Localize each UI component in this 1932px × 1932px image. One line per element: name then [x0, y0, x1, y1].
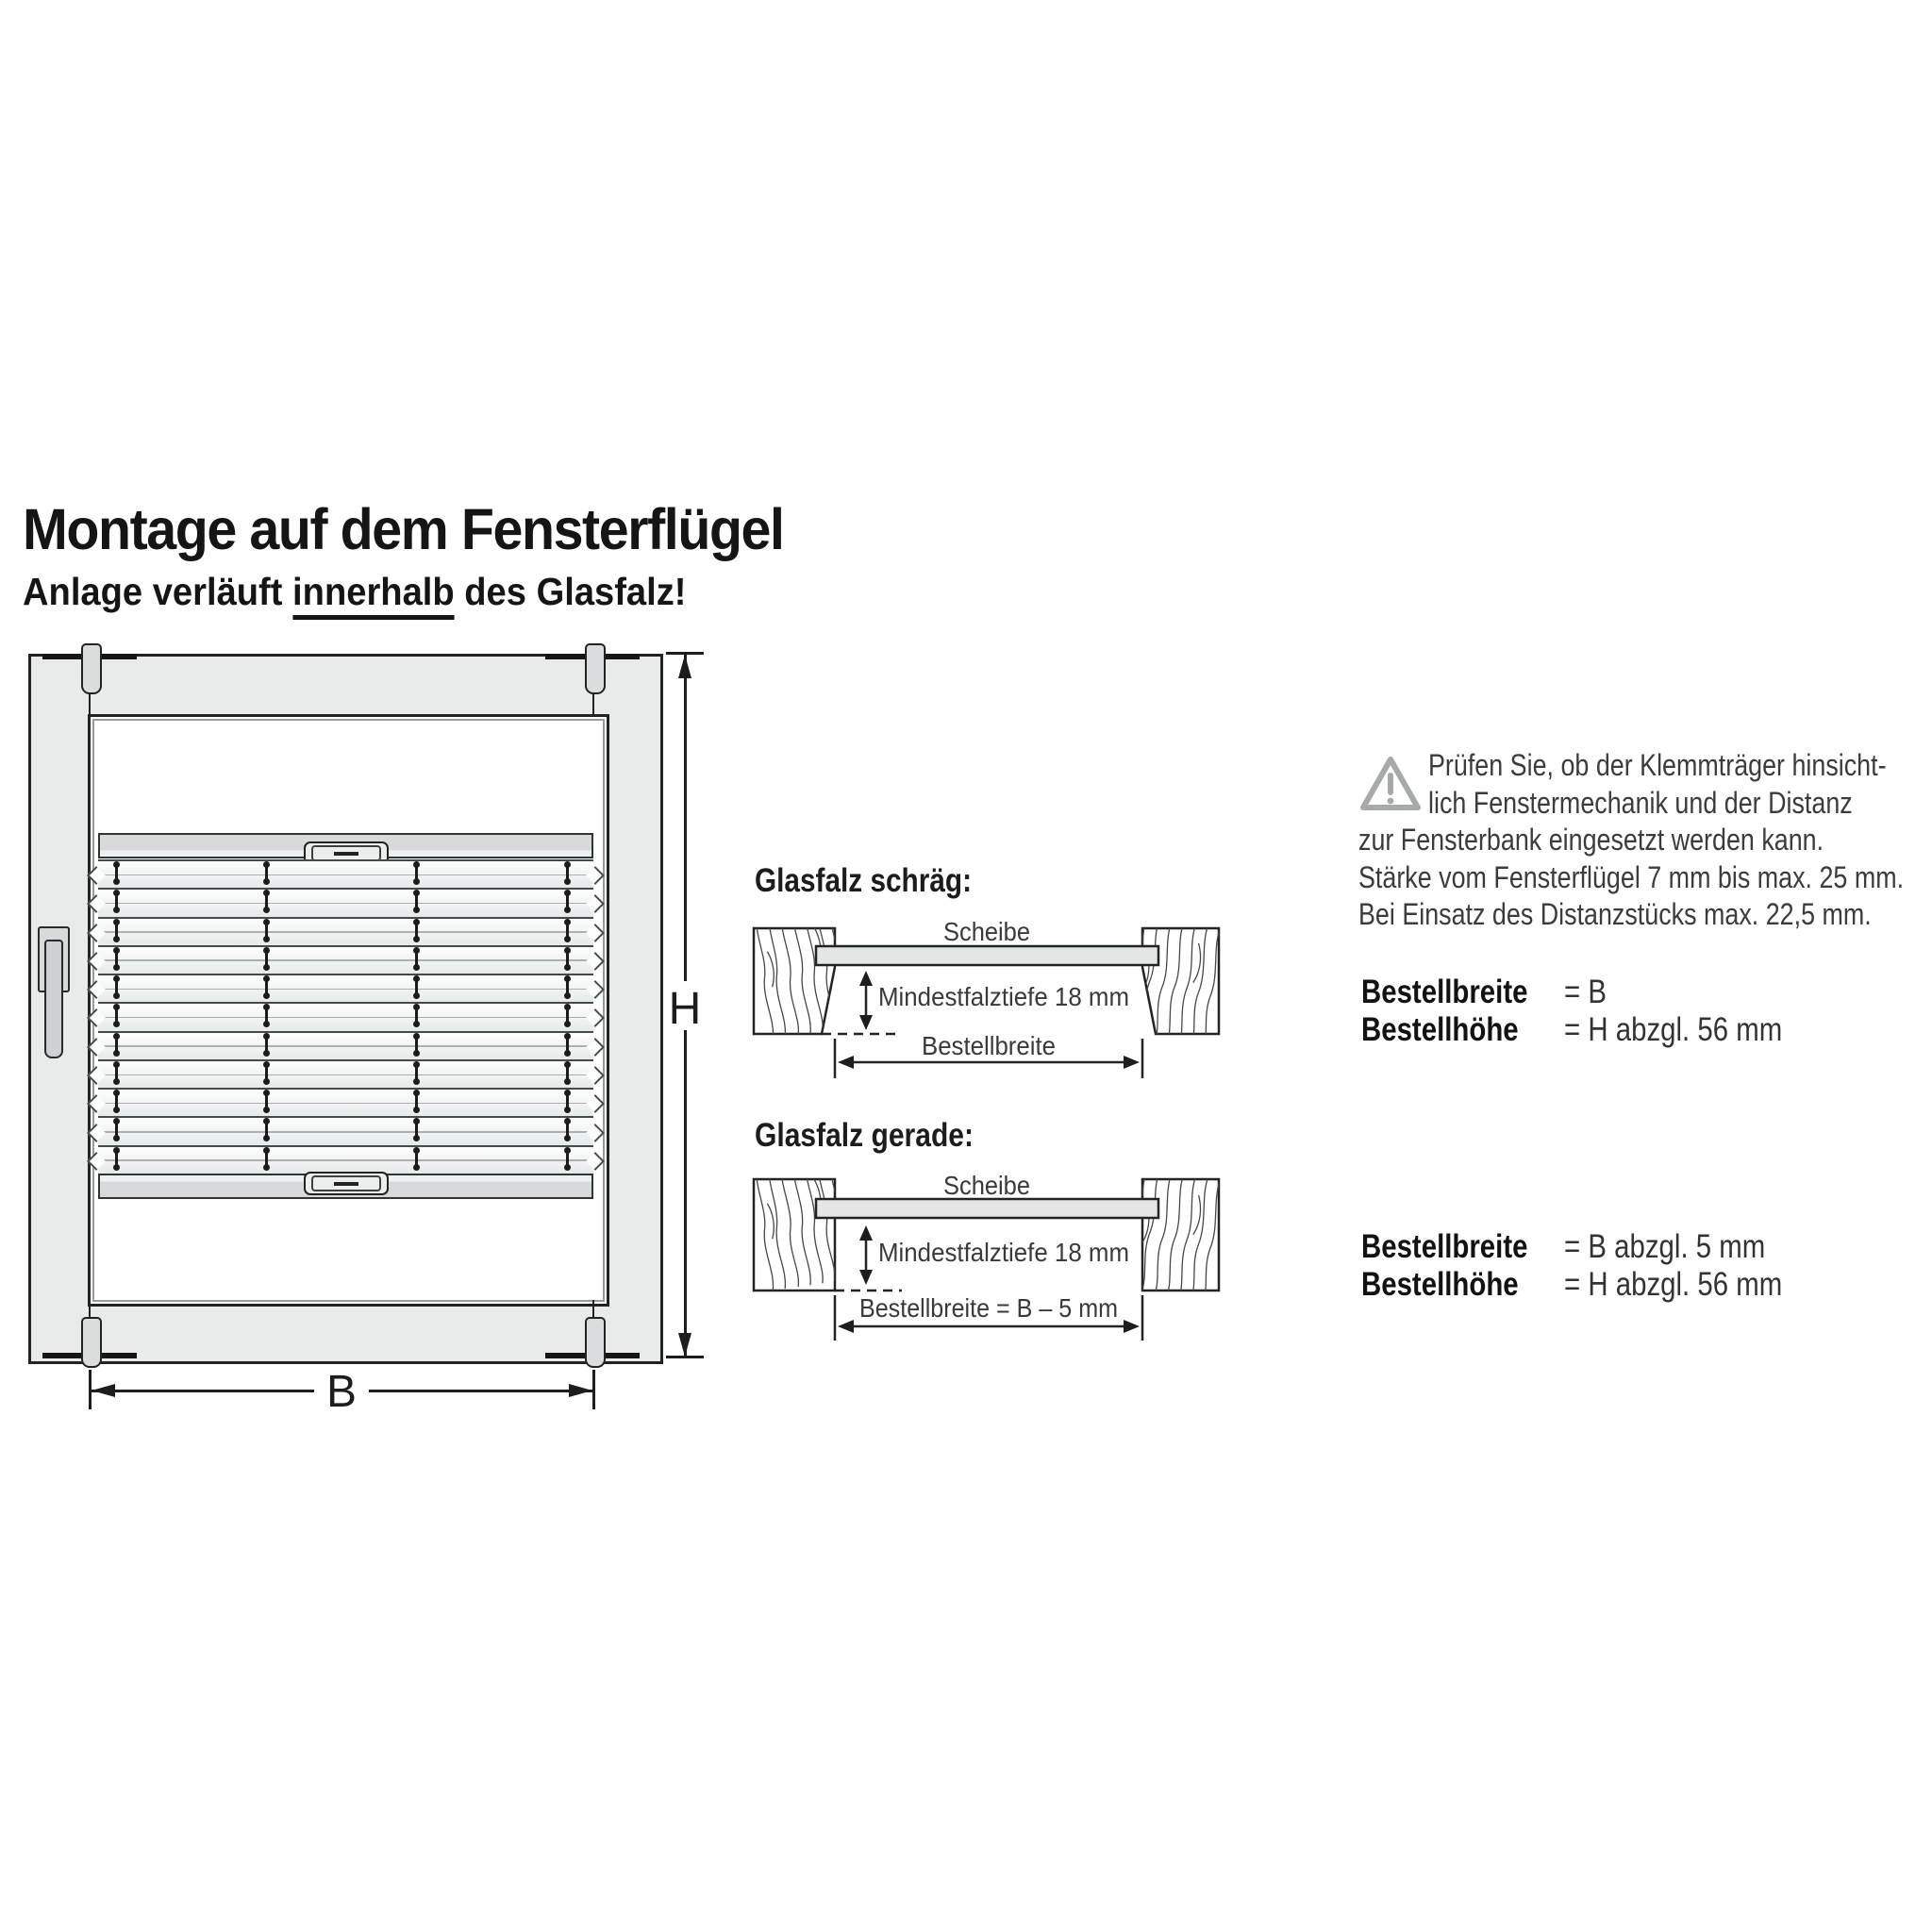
cord-mark-icon: [415, 1066, 418, 1080]
arrow-right-icon: [1124, 1320, 1140, 1333]
arrow-left-icon: [838, 1056, 854, 1069]
cord-mark-icon: [115, 894, 118, 908]
cord-mark-icon: [415, 952, 418, 966]
pleat-crease: [98, 1159, 593, 1161]
cord-mark-icon: [566, 1066, 569, 1080]
pleat-fold: [98, 1116, 593, 1146]
pleat-crease: [98, 1017, 593, 1019]
warning-text-line: zur Fensterbank eingesetzt werden kann.: [1358, 823, 1824, 857]
rail-handle: [304, 1172, 389, 1195]
cord-mark-icon: [115, 1123, 118, 1137]
cord-mark-icon: [415, 1038, 418, 1052]
clamp-bracket: [81, 643, 102, 694]
spec-value: = B: [1564, 974, 1607, 1010]
dimension-line: [684, 1030, 687, 1356]
clamp-bracket: [585, 1317, 606, 1368]
depth-label: Mindestfalztiefe 18 mm: [878, 1238, 1129, 1267]
page-title: Montage auf dem Fensterflügel: [23, 497, 784, 561]
arrow-down-icon: [859, 1270, 873, 1285]
cord-mark-icon: [265, 1152, 268, 1166]
blind-top-rail: [98, 833, 593, 858]
cord-mark-icon: [265, 894, 268, 908]
cord-mark-icon: [115, 1152, 118, 1166]
spec-row: [1361, 1011, 1837, 1049]
arrow-up-icon: [859, 971, 873, 986]
spec-value: = B abzgl. 5 mm: [1564, 1228, 1766, 1265]
order-spec-block-flush: [1361, 974, 1927, 1049]
warning-text-line: Prüfen Sie, ob der Klemmträger hinsicht-: [1428, 748, 1887, 782]
pleat-fold: [98, 1002, 593, 1032]
cord-mark-icon: [265, 1038, 268, 1052]
cord-mark-icon: [115, 980, 118, 994]
subtitle-text-end: des Glasfalz!: [454, 570, 687, 613]
arrow-right-icon: [1124, 1056, 1140, 1069]
section-heading: Glasfalz gerade:: [755, 1117, 974, 1154]
cord-mark-icon: [415, 1094, 418, 1108]
pleat-fold: [98, 1031, 593, 1061]
cord-mark-icon: [265, 980, 268, 994]
pleat-crease: [98, 931, 593, 933]
cord-mark-icon: [265, 952, 268, 966]
cord-mark-icon: [265, 1123, 268, 1137]
cord-mark-icon: [566, 924, 569, 938]
cord-mark-icon: [415, 1152, 418, 1166]
pleat-crease: [98, 903, 593, 905]
cord-mark-icon: [566, 980, 569, 994]
cord-mark-icon: [115, 1066, 118, 1080]
spec-row: [1361, 1266, 1837, 1304]
pleat-fold: [98, 945, 593, 975]
window-diagram: [28, 641, 774, 1439]
cord-mark-icon: [115, 1094, 118, 1108]
cross-section-schraeg: [753, 854, 1243, 1108]
cord-mark-icon: [265, 1094, 268, 1108]
arrow-down-icon: [678, 1333, 691, 1357]
cord-mark-icon: [566, 952, 569, 966]
dimension-line: [369, 1390, 593, 1392]
height-dimension-label: H: [668, 984, 702, 1034]
subtitle-text: Anlage verläuft: [23, 570, 293, 613]
cord-mark-icon: [265, 1066, 268, 1080]
cord-mark-icon: [415, 980, 418, 994]
pane-label: Scheibe: [943, 917, 1030, 946]
width-dimension-label: B: [325, 1367, 357, 1417]
arrow-right-icon: [569, 1384, 592, 1397]
arrow-left-icon: [838, 1320, 854, 1333]
cord-mark-icon: [415, 1008, 418, 1023]
spec-label: Bestellbreite: [1361, 1228, 1528, 1265]
spec-label: Bestellhöhe: [1361, 1266, 1519, 1303]
blind-bottom-rail: [98, 1174, 593, 1199]
glass-pane: [816, 946, 1158, 965]
pleat-crease: [98, 1045, 593, 1047]
clamp-bracket: [585, 643, 606, 694]
section-heading: Glasfalz schräg:: [755, 862, 972, 899]
pleat-crease: [98, 1103, 593, 1105]
cord-mark-icon: [566, 1008, 569, 1023]
pleat-fold: [98, 888, 593, 918]
pleat-crease: [98, 959, 593, 961]
glass-pane: [816, 1199, 1158, 1218]
pleat-crease: [98, 989, 593, 991]
cord-mark-icon: [115, 924, 118, 938]
spec-value: = H abzgl. 56 mm: [1564, 1266, 1783, 1303]
pleat-fold: [98, 859, 593, 890]
spec-value: = H abzgl. 56 mm: [1564, 1011, 1783, 1048]
cord-mark-icon: [115, 952, 118, 966]
pane-label: Scheibe: [943, 1171, 1030, 1200]
cord-mark-icon: [415, 866, 418, 880]
pleat-fold: [98, 974, 593, 1004]
warning-text-line: Stärke vom Fensterflügel 7 mm bis max. 25 mm.: [1358, 859, 1905, 894]
warning-text-line: lich Fenstermechanik und der Distanz: [1428, 785, 1853, 820]
cord-mark-icon: [115, 1038, 118, 1052]
arrow-left-icon: [92, 1384, 115, 1397]
cord-mark-icon: [415, 1123, 418, 1137]
cord-mark-icon: [415, 924, 418, 938]
clamp-bracket: [81, 1317, 102, 1368]
spec-label: Bestellbreite: [1361, 974, 1528, 1010]
warning-triangle-icon: [1358, 754, 1423, 814]
cord-mark-icon: [566, 894, 569, 908]
depth-label: Mindestfalztiefe 18 mm: [878, 982, 1129, 1011]
warning-note: [1358, 748, 1932, 951]
cord-mark-icon: [566, 1152, 569, 1166]
width-label: Bestellbreite = B – 5 mm: [859, 1293, 1118, 1323]
page-subtitle: [23, 570, 687, 620]
cord-mark-icon: [566, 866, 569, 880]
cord-mark-icon: [566, 1038, 569, 1052]
spec-row: [1361, 974, 1837, 1011]
warning-text-line: Bei Einsatz des Distanzstücks max. 22,5 mm.: [1358, 897, 1872, 931]
pleat-crease: [98, 1074, 593, 1076]
pleat-crease: [98, 1131, 593, 1133]
arrow-down-icon: [859, 1015, 873, 1030]
frame-wood-block: [754, 928, 835, 1034]
arrow-up-icon: [859, 1225, 873, 1241]
cord-mark-icon: [566, 1123, 569, 1137]
order-spec-block-recessed: [1361, 1228, 1927, 1304]
dimension-line: [90, 1390, 314, 1392]
bracket-stem: [592, 1300, 594, 1318]
subtitle-underlined-word: innerhalb: [292, 570, 455, 620]
rail-handle-latch: [334, 852, 358, 856]
pleat-fold: [98, 1088, 593, 1118]
pleat-fold: [98, 917, 593, 947]
cord-mark-icon: [265, 1008, 268, 1023]
bracket-stem: [89, 1300, 91, 1318]
pleat-fold: [98, 1059, 593, 1090]
spec-row: [1361, 1228, 1837, 1266]
cross-section-gerade: [753, 1113, 1243, 1368]
dimension-line: [684, 655, 687, 981]
cord-mark-icon: [115, 1008, 118, 1023]
cord-mark-icon: [566, 1094, 569, 1108]
window-handle: [44, 940, 63, 1058]
cord-mark-icon: [265, 866, 268, 880]
spec-label: Bestellhöhe: [1361, 1011, 1519, 1048]
cord-mark-icon: [115, 866, 118, 880]
pleated-blind: [98, 859, 593, 1174]
arrow-up-icon: [678, 655, 691, 678]
rail-handle-latch: [334, 1182, 358, 1186]
cord-mark-icon: [415, 894, 418, 908]
width-label: Bestellbreite: [922, 1031, 1056, 1060]
cord-mark-icon: [265, 924, 268, 938]
pleat-crease: [98, 874, 593, 876]
